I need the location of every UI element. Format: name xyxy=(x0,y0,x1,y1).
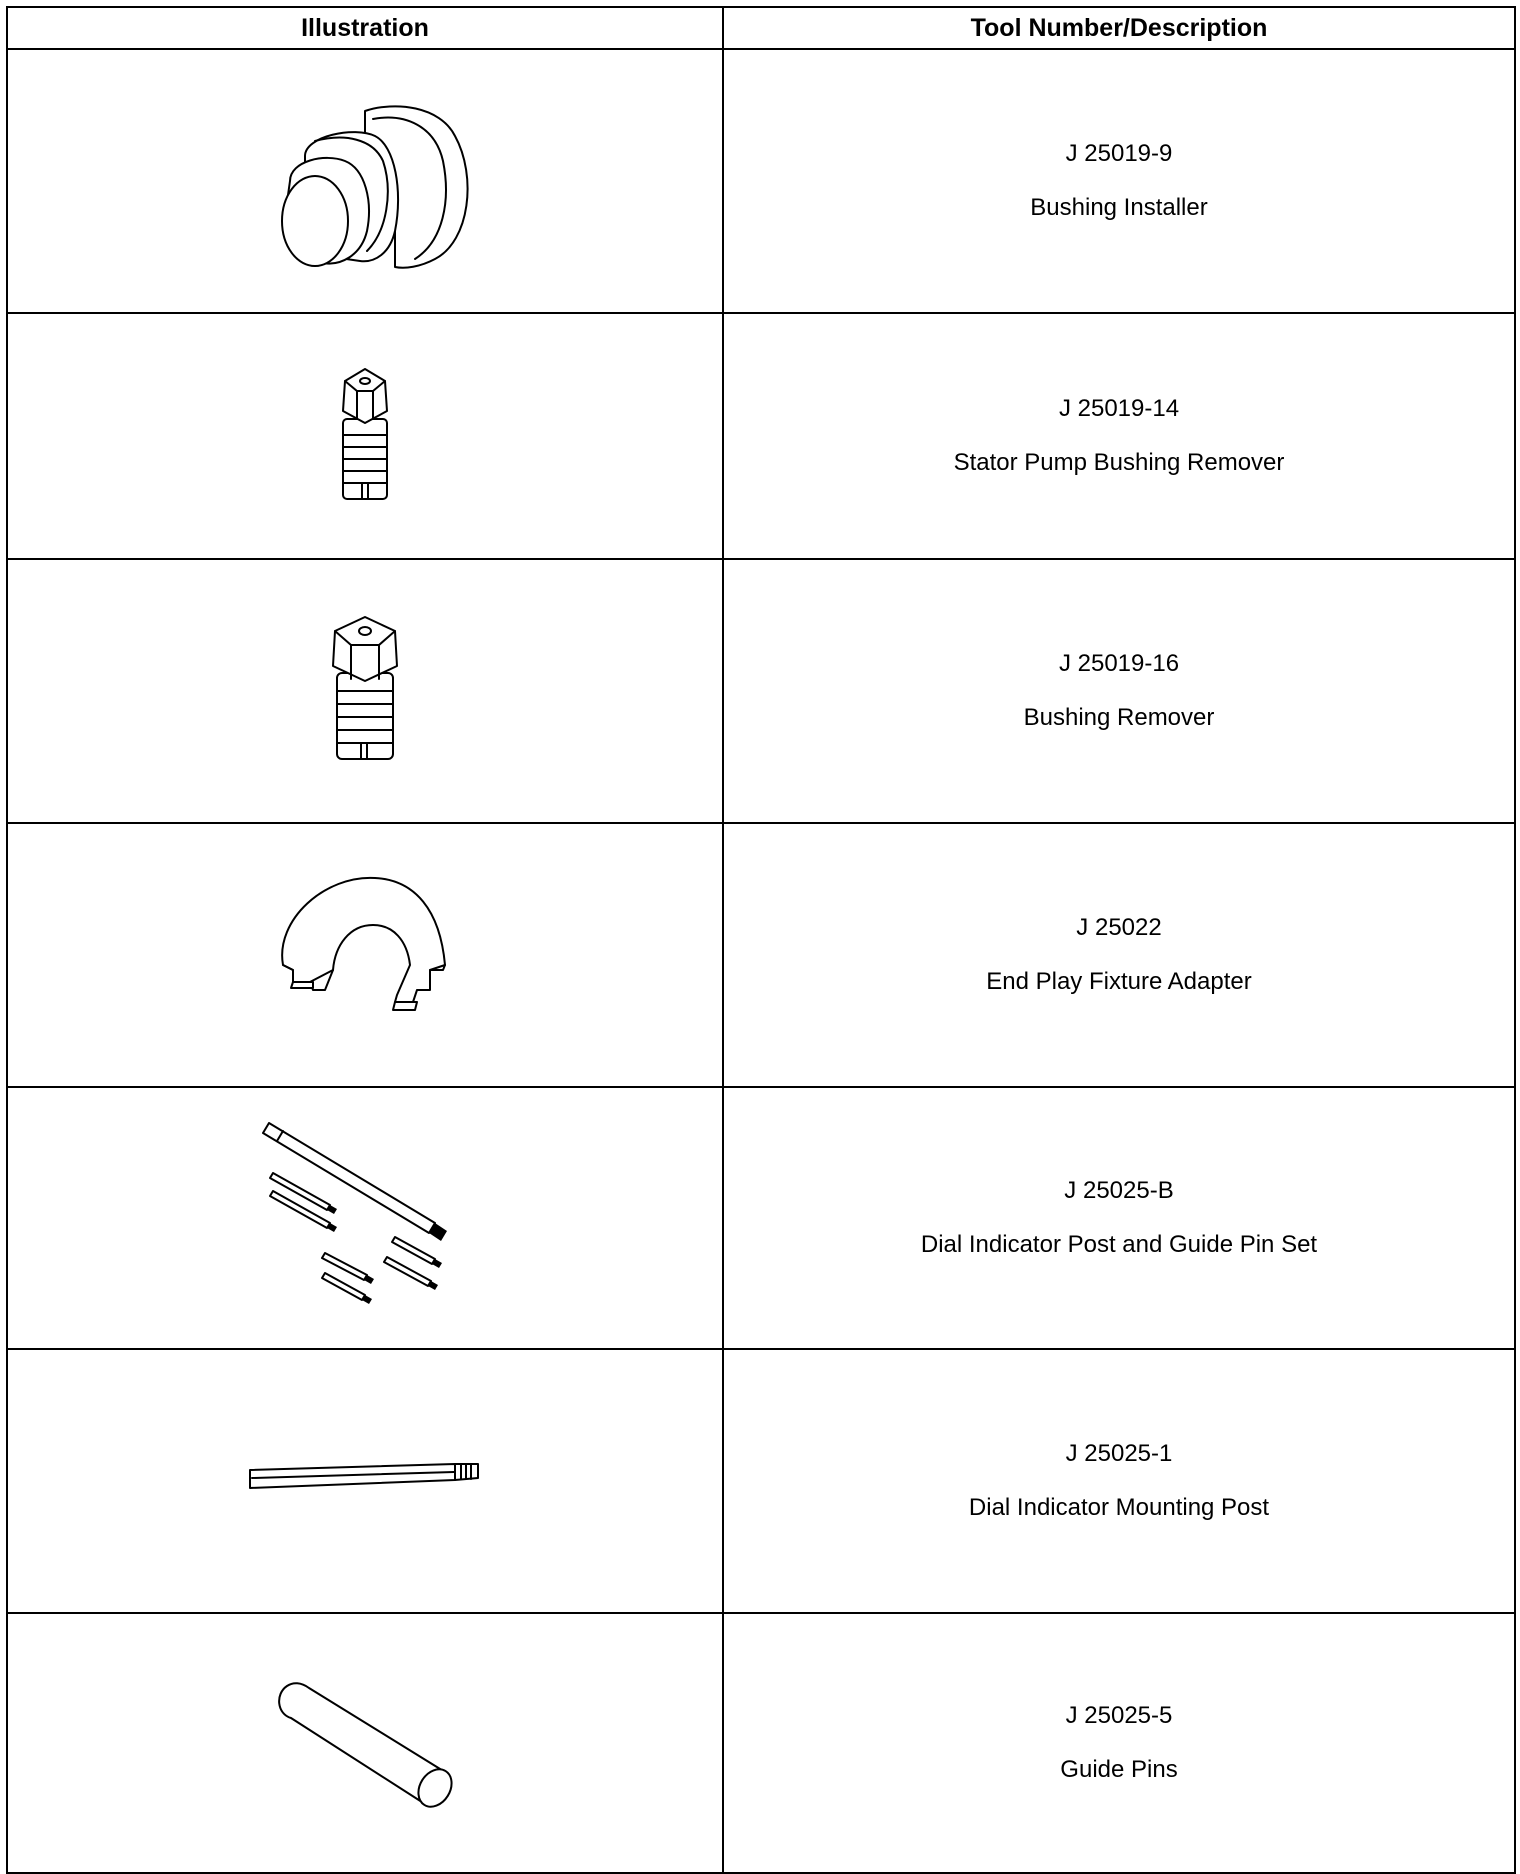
illustration-cell xyxy=(7,49,723,313)
post-and-pin-set-icon xyxy=(255,1113,475,1323)
description-cell xyxy=(723,559,1515,823)
tool-name: Guide Pins xyxy=(1060,1756,1178,1783)
tool-number: J 25019-9 xyxy=(1065,140,1173,167)
table-row xyxy=(7,559,1515,823)
bushing-installer-icon xyxy=(245,81,485,281)
description-cell xyxy=(723,49,1515,313)
description-cell xyxy=(723,313,1515,559)
tool-name: Bushing Installer xyxy=(1030,194,1208,221)
illustration-cell xyxy=(7,313,723,559)
illustration-cell xyxy=(7,1349,723,1613)
illustration-cell xyxy=(7,559,723,823)
special-tools-table xyxy=(6,6,1516,1874)
table-row xyxy=(7,1613,1515,1873)
description-cell xyxy=(723,1087,1515,1349)
illustration-cell xyxy=(7,1613,723,1873)
description-cell xyxy=(723,1349,1515,1613)
tool-number: J 25025-1 xyxy=(1065,1440,1173,1467)
table-row xyxy=(7,1349,1515,1613)
tool-name: Bushing Remover xyxy=(1023,704,1215,731)
tool-name: Stator Pump Bushing Remover xyxy=(953,449,1285,476)
table-row xyxy=(7,313,1515,559)
bushing-remover-icon xyxy=(305,611,425,771)
tool-number: J 25025-5 xyxy=(1065,1702,1173,1729)
tool-name: Dial Indicator Post and Guide Pin Set xyxy=(920,1231,1318,1258)
tool-number: J 25019-16 xyxy=(1058,650,1180,677)
illustration-cell xyxy=(7,1087,723,1349)
table-row xyxy=(7,1087,1515,1349)
table-row xyxy=(7,49,1515,313)
table-row xyxy=(7,823,1515,1087)
tool-name: Dial Indicator Mounting Post xyxy=(968,1494,1270,1521)
header-row xyxy=(7,7,1515,49)
illustration-cell xyxy=(7,823,723,1087)
tool-number: J 25022 xyxy=(1076,914,1162,941)
description-cell xyxy=(723,823,1515,1087)
tool-number: J 25025-B xyxy=(1064,1177,1174,1204)
stator-pump-bushing-remover-icon xyxy=(315,361,415,511)
description-cell xyxy=(723,1613,1515,1873)
illustration-header: Illustration xyxy=(7,7,723,49)
end-play-fixture-adapter-icon xyxy=(265,870,465,1040)
guide-pin-icon xyxy=(265,1668,465,1818)
mounting-post-icon xyxy=(240,1456,490,1506)
tool-number: J 25019-14 xyxy=(1058,395,1180,422)
description-header: Tool Number/Description xyxy=(723,7,1515,49)
tool-name: End Play Fixture Adapter xyxy=(986,968,1252,995)
